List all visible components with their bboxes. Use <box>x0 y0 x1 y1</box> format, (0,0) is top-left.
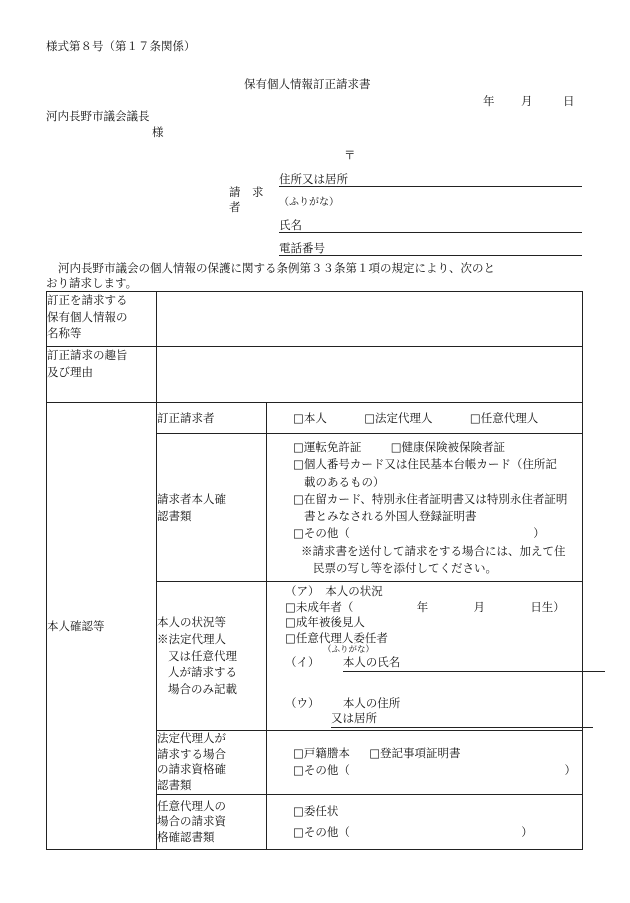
doc-drivers-license[interactable]: □運転免許証 <box>293 440 362 454</box>
documents-note-2: 民票の写し等を添付してください。 <box>313 560 497 575</box>
legal-registry-certificate[interactable]: □登記事項証明書 <box>369 746 461 761</box>
voluntary-power-of-attorney[interactable]: □委任状 <box>293 803 339 818</box>
doc-other[interactable]: □その他（ <box>293 526 350 541</box>
legal-agent-label: 法定代理人が 請求する場合 の請求資格確 認書類 <box>157 730 267 794</box>
requester-type-options <box>267 403 583 434</box>
intro-line-2: おり請求します。 <box>46 276 138 290</box>
target-info-field[interactable] <box>157 292 583 347</box>
principal-name-field[interactable]: 本人の氏名 <box>343 655 605 672</box>
doc-mynumber-card[interactable]: □個人番号カード又は住民基本台帳カード（住所記 <box>293 457 557 472</box>
address-label: 住所又は居所 <box>279 172 348 186</box>
row-target-info <box>47 292 583 347</box>
date-day: 日 <box>563 94 575 108</box>
name-line <box>279 232 582 233</box>
request-table <box>46 291 583 850</box>
row-reason <box>47 347 583 403</box>
documents-options: □運転免許証 □健康保険被保険者証 □個人番号カード又は住民基本台帳カード（住所記 載のあるもの） □在留カード、特別永住者証明書又は特別永住者証明 書とみなされる外国人登録証明書 □その他（ ） ※請求書を送付して請求をする場合には、加えて住 民票の写し等を添付してください。 <box>267 434 583 582</box>
requester-label-1: 請 求 <box>229 185 264 199</box>
voluntary-agent-label: 任意代理人の 場合の請求資 格確認書類 <box>157 794 267 849</box>
date-year: 年 <box>483 94 495 108</box>
reason-label: 訂正請求の趣旨 及び理由 <box>47 347 157 403</box>
option-self[interactable]: □本人 <box>293 411 327 425</box>
addressee-honorific: 様 <box>152 125 164 139</box>
doc-residence-card[interactable]: □在留カード、特別永住者証明書又は特別永住者証明 <box>293 491 568 506</box>
doc-health-insurance[interactable]: □健康保険被保険者証 <box>390 440 506 454</box>
option-voluntary-agent[interactable]: □任意代理人 <box>469 411 539 425</box>
reason-field[interactable] <box>157 347 583 403</box>
name-label: 氏名 <box>279 218 302 232</box>
documents-note-1: ※請求書を送付して請求をする場合には、加えて住 <box>301 543 566 558</box>
phone-label: 電話番号 <box>279 241 325 255</box>
intro-line-1: 河内長野市議会の個人情報の保護に関する条例第３３条第１項の規定により、次のと <box>58 261 495 275</box>
status-adult-guardian[interactable]: □成年被後見人 <box>285 615 365 630</box>
status-a-heading: （ア） 本人の状況 <box>285 584 383 598</box>
requester-label-2: 者 <box>229 200 241 214</box>
addressee-name: 河内長野市議会議長 <box>46 109 150 123</box>
legal-other[interactable]: □その他（ <box>293 763 350 778</box>
target-info-label: 訂正を請求する 保有個人情報の 名称等 <box>47 292 157 347</box>
phone-line <box>279 255 582 256</box>
status-label: 本人の状況等 ※法定代理人 又は任意代理 人が請求する 場合のみ記載 <box>157 582 267 731</box>
principal-address-field[interactable]: 又は居所 <box>331 711 593 728</box>
voluntary-agent-options: □委任状 □その他（ ） <box>267 794 583 849</box>
status-agent-principal[interactable]: □任意代理人委任者 <box>285 630 388 645</box>
status-minor[interactable]: □未成年者（ <box>285 599 354 614</box>
voluntary-other[interactable]: □その他（ <box>293 824 350 839</box>
address-line <box>279 186 582 187</box>
furigana-label: （ふりがな） <box>279 197 339 208</box>
option-legal-agent[interactable]: □法定代理人 <box>364 411 433 425</box>
date-month: 月 <box>521 94 533 108</box>
status-fields: （ア） 本人の状況 □未成年者（ 年 月 日生） □成年被後見人 □任意代理人委任者 （ふりがな） （イ） 本人の氏名 （ウ） 本人の住所 又は居所 <box>267 582 583 731</box>
row-requester-type <box>47 403 583 434</box>
documents-label: 請求者本人確 認書類 <box>157 434 267 582</box>
requester-type-label: 訂正請求者 <box>157 403 267 434</box>
status-furigana: （ふりがな） <box>323 645 375 656</box>
legal-family-register[interactable]: □戸籍謄本 <box>293 746 350 761</box>
identity-label: 本人確認等 <box>47 403 157 850</box>
page-title: 保有個人情報訂正請求書 <box>244 77 371 91</box>
legal-agent-options: □戸籍謄本 □登記事項証明書 □その他（ ） <box>267 730 583 794</box>
form-number: 様式第８号（第１７条関係） <box>46 39 196 53</box>
postal-mark: 〒 <box>344 148 356 162</box>
